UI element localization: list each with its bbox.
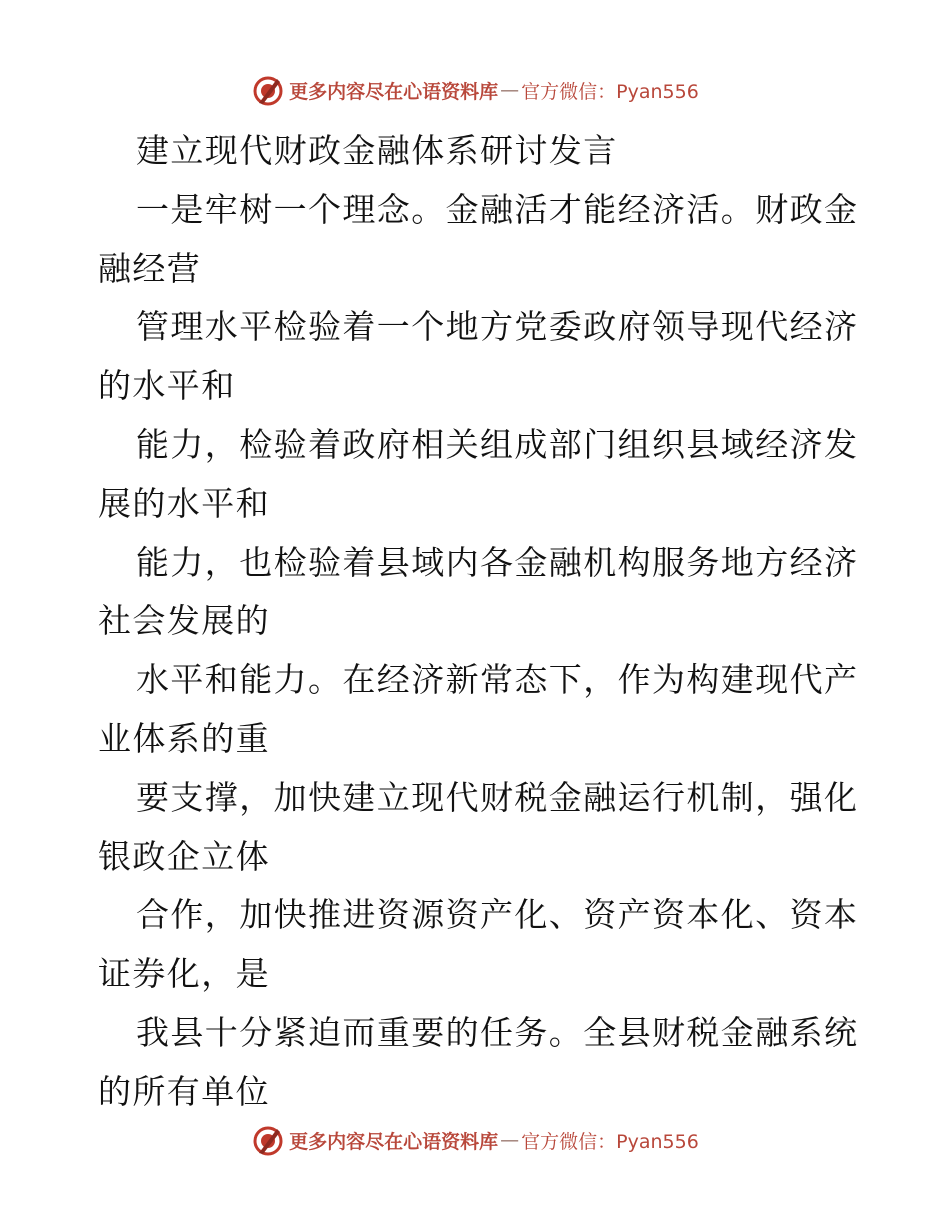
document-body: [98, 122, 858, 1122]
footer-watermark: [0, 1120, 950, 1160]
text-line: 的所有单位: [98, 1071, 270, 1111]
text-line: 能力，也检验着县域内各金融机构服务地方经济: [136, 542, 859, 582]
text-line: 业体系的重: [98, 718, 270, 758]
text-line: 展的水平和: [98, 483, 270, 523]
text-line: 管理水平检验着一个地方党委政府领导现代经济: [136, 307, 859, 347]
brand-name: 更多内容尽在心语资料库: [289, 80, 499, 103]
text-line: 社会发展的: [98, 601, 270, 641]
text-line: 证券化，是: [98, 954, 270, 994]
header-watermark: [0, 70, 950, 110]
brand-wechat: 官方微信：Pyan556: [521, 80, 699, 103]
text-line: 水平和能力。在经济新常态下，作为构建现代产: [136, 660, 859, 700]
text-line: 合作，加快推进资源资产化、资产资本化、资本: [136, 895, 859, 935]
quill-seal-icon: [251, 73, 285, 107]
text-line: 能力，检验着政府相关组成部门组织县域经济发: [136, 424, 859, 464]
quill-seal-icon: [251, 1123, 285, 1157]
text-line: 银政企立体: [98, 836, 270, 876]
text-line: 融经营: [98, 248, 202, 288]
brand-separator: —: [500, 1129, 520, 1151]
text-line: 我县十分紧迫而重要的任务。全县财税金融系统: [136, 1012, 859, 1052]
brand-separator: —: [500, 79, 520, 101]
text-line: 要支撑，加快建立现代财税金融运行机制，强化: [136, 777, 859, 817]
text-line: 一是牢树一个理念。金融活才能经济活。财政金: [136, 189, 859, 229]
document-title: 建立现代财政金融体系研讨发言: [136, 131, 618, 170]
text-line: 的水平和: [98, 366, 236, 406]
brand-name: 更多内容尽在心语资料库: [289, 1130, 499, 1153]
brand-wechat: 官方微信：Pyan556: [521, 1130, 699, 1153]
